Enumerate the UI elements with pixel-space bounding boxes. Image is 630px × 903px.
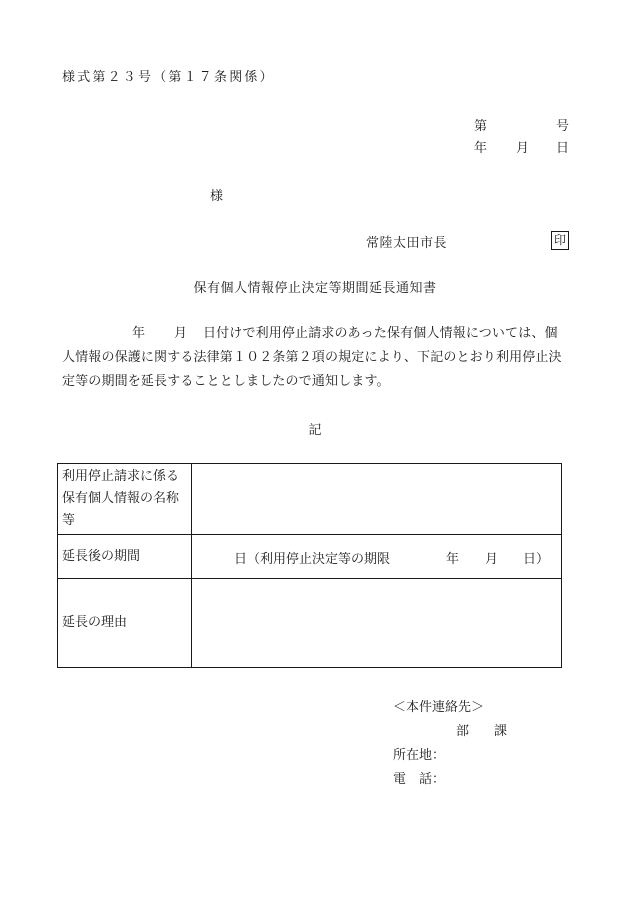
body-paragraph: [62, 322, 562, 394]
date-year-label: 年: [474, 141, 488, 156]
body-line-1-text: 日付けで利用停止請求のあった保有個人情報については、個: [203, 326, 558, 341]
extension-reason-label: 延長の理由: [58, 579, 192, 668]
doc-number-suffix: 号: [556, 119, 570, 134]
ki-heading: 記: [308, 423, 322, 438]
period-day-text: 日（利用停止決定等の期限: [234, 552, 391, 567]
info-name-value[interactable]: [192, 464, 562, 535]
contact-heading: ＜本件連絡先＞: [393, 700, 485, 715]
info-name-label-line-1: 利用停止請求に係る: [62, 469, 180, 484]
addressee-honorific: 様: [210, 189, 224, 204]
contact-department-label: 部: [456, 724, 470, 739]
document-title: 保有個人情報停止決定等期間延長通知書: [193, 281, 437, 296]
contact-phone-label: 電 話：: [393, 772, 446, 787]
period-year-label: 年: [446, 552, 460, 567]
extended-period-label: 延長後の期間: [58, 535, 192, 579]
body-line-1: [62, 322, 562, 346]
extended-period-value[interactable]: [192, 535, 562, 579]
date-day-label: 日: [556, 141, 570, 156]
period-month-label: 月: [485, 552, 499, 567]
period-day-close: 日）: [523, 552, 550, 567]
body-year-label: 年: [132, 326, 146, 341]
body-month-label: 月: [174, 326, 188, 341]
body-line-3: 定等の期間を延長することとしましたので通知します。: [62, 374, 390, 389]
details-table: [57, 463, 562, 668]
extension-reason-value[interactable]: [192, 579, 562, 668]
body-line-2: 人情報の保護に関する法律第１０２条第２項の規定により、下記のとおり利用停止決: [62, 350, 562, 365]
table-row: [58, 535, 562, 579]
date-month-label: 月: [516, 141, 530, 156]
info-name-label-line-2: 保有個人情報の名称: [62, 491, 180, 506]
contact-section-label: 課: [494, 724, 508, 739]
contact-address-label: 所在地：: [393, 748, 446, 763]
table-row: [58, 464, 562, 535]
seal-mark: 印: [551, 231, 569, 250]
info-name-label: [58, 464, 192, 535]
form-number: 様式第２３号（第１７条関係）: [62, 70, 275, 85]
table-row: [58, 579, 562, 668]
issuer-name: 常陸太田市長: [366, 236, 448, 251]
info-name-label-line-3: 等: [62, 513, 76, 528]
doc-number-prefix: 第: [474, 119, 488, 134]
